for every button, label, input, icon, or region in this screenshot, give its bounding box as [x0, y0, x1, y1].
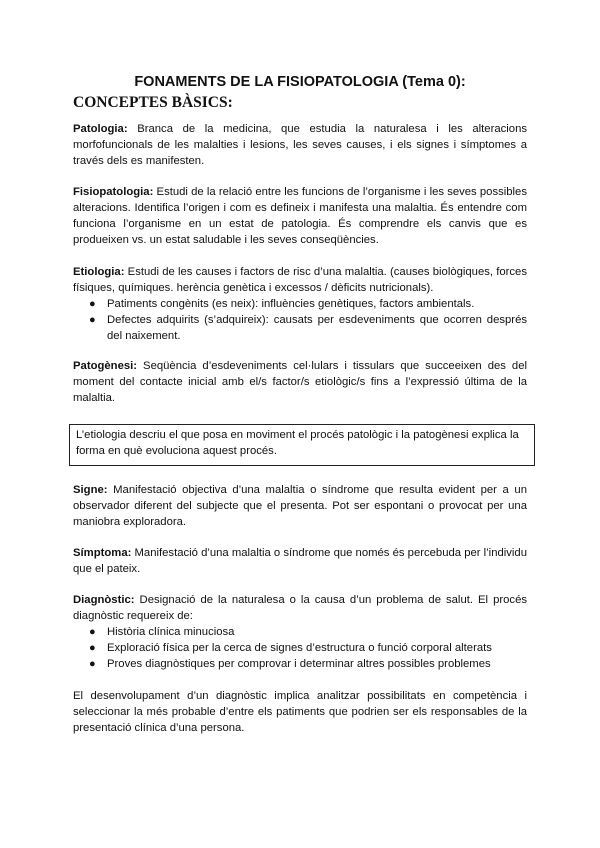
diagnostic-list [73, 624, 527, 672]
bullet-icon: ● [89, 626, 96, 638]
closing-paragraph: El desenvolupament d’un diagnòstic implica analitzar possibilitats en competència i seleccionar la més probable d’entre els patiments que podrien ser els responsables de la presentació clínica d’una persona. [73, 690, 527, 734]
callout-text: L’etiologia descriu el que posa en moviment el procés patològic i la patogènesi explica la forma en què evoluciona aquest procés. [76, 429, 519, 457]
definition-patologia [73, 121, 527, 169]
bullet-icon: ● [89, 642, 96, 654]
list-item: ● Defectes adquirits (s’adquireix): causats per esdeveniments que ocorren després del naixement. [89, 314, 527, 342]
definition-text: Estudi de la relació entre les funcions de l’organisme i les seves possibles alteracions. Identifica l’origen i com es defineix i manifesta una malaltia. És entendre com funciona l’organisme en un estat de patologia. És comprendre els canvis que es produeixen vs. un estat saludable i les seves conseqüències. [73, 186, 527, 246]
bullet-icon: ● [89, 658, 96, 670]
definition-diagnostic [73, 592, 527, 672]
definition-fisiopatologia [73, 184, 527, 248]
bullet-icon: ● [89, 314, 96, 326]
term-label: Patogènesi: [73, 360, 138, 372]
term-label: Etiologia: [73, 266, 125, 278]
definition-simptoma [73, 545, 527, 577]
list-item: ● Proves diagnòstiques per comprovar i determinar altres possibles problemes [89, 658, 491, 670]
definition-patogenesi [73, 358, 527, 406]
list-item: ● Patiments congènits (es neix): influències genètiques, factors ambientals. [89, 298, 475, 310]
etiologia-list [73, 296, 527, 344]
term-label: Patologia: [73, 123, 128, 135]
definition-signe [73, 482, 527, 530]
term-label: Signe: [73, 484, 108, 496]
bullet-icon: ● [89, 298, 96, 310]
page-title: FONAMENTS DE LA FISIOPATOLOGIA (Tema 0): [134, 74, 466, 90]
definition-text: Manifestació d’una malaltia o síndrome que només és percebuda per l’individu que el pateix. [73, 547, 527, 575]
list-item: ● Exploració física per la cerca de signes d’estructura o funció corporal alterats [89, 642, 492, 654]
section-subtitle: CONCEPTES BÀSICS: [73, 94, 233, 111]
term-label: Fisiopatologia: [73, 186, 154, 198]
callout-box [69, 424, 535, 466]
list-item: ● Història clínica minuciosa [89, 626, 235, 638]
definition-text: Branca de la medicina, que estudia la naturalesa i les alteracions morfofuncionals de les malalties i lesions, les seves causes, i els signes i símptomes a través dels es manifesten. [73, 123, 527, 167]
definition-text: Designació de la naturalesa o la causa d’un problema de salut. El procés diagnòstic requereix de: [73, 594, 527, 622]
term-label: Símptoma: [73, 547, 132, 559]
definition-text: Estudi de les causes i factors de risc d’una malaltia. (causes biològiques, forces físiques, químiques. herència genètica i excessos / dèficits nutricionals). [73, 266, 527, 294]
definition-etiologia [73, 264, 527, 344]
definition-text: Seqüència d’esdeveniments cel·lulars i tissulars que succeeixen des del moment del contacte inicial amb el/s factor/s etiològic/s fins a l’expressió última de la malaltia. [73, 360, 527, 404]
definition-text: Manifestació objectiva d’una malaltia o síndrome que resulta evident per a un observador diferent del subjecte que el presenta. Pot ser espontani o provocat per una maniobra exploradora. [73, 484, 527, 528]
term-label: Diagnòstic: [73, 594, 135, 606]
